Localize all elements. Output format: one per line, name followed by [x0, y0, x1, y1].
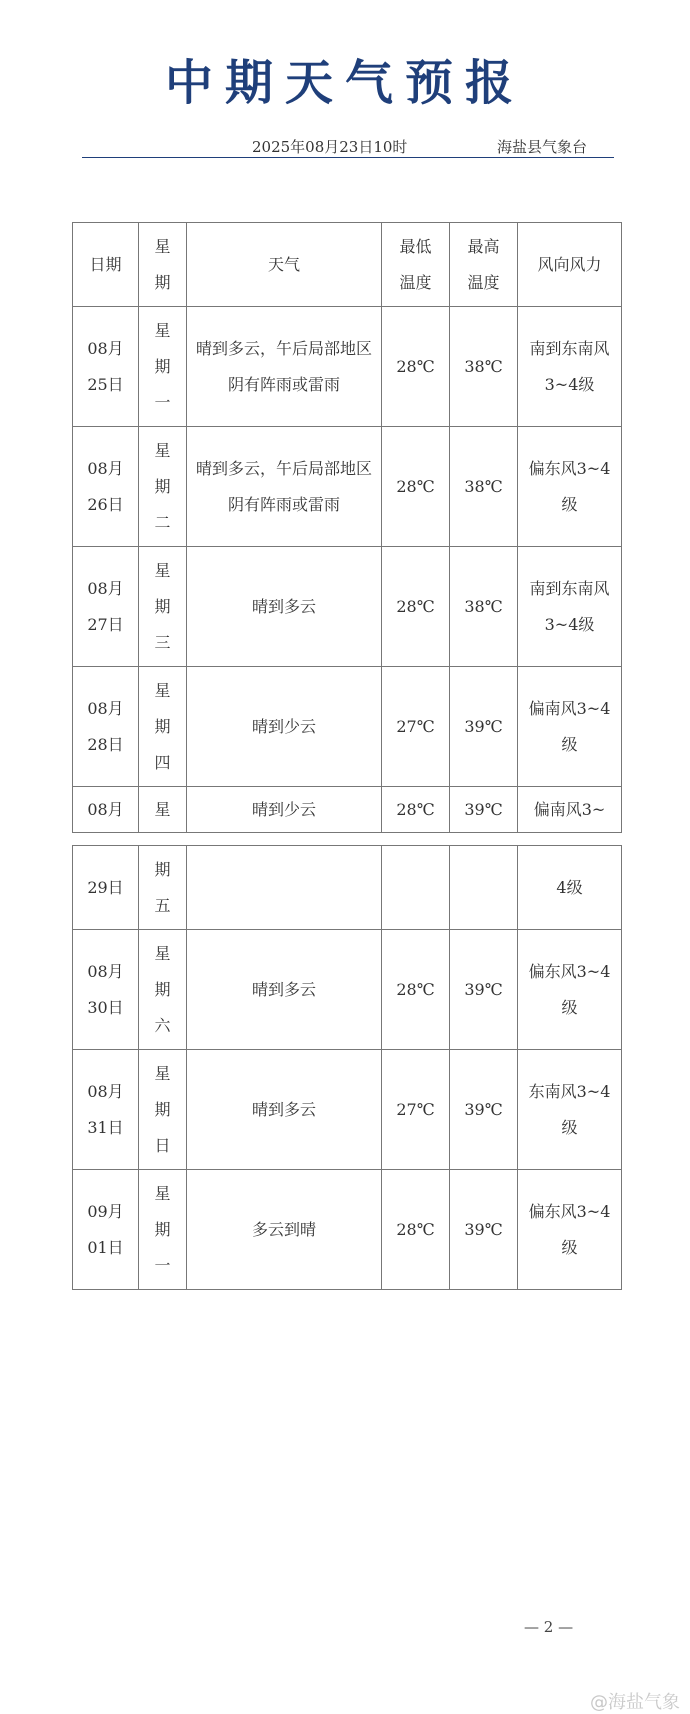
watermark: @海盐气象	[590, 1692, 680, 1713]
header-weekday: 星期	[154, 236, 171, 292]
row-tmin: 27℃	[382, 1050, 450, 1170]
row-weather-empty	[187, 846, 382, 930]
row-wind: 偏南风3~4级	[528, 698, 611, 754]
issuer: 海盐县气象台	[497, 138, 588, 156]
row-date: 09月01日	[87, 1201, 124, 1257]
forecast-table-part1	[72, 222, 622, 833]
table-row-split-top	[73, 787, 622, 833]
page-number: — 2 —	[524, 1618, 574, 1636]
row-tmin-empty	[382, 846, 450, 930]
table-row	[73, 667, 622, 787]
row-weekday: 星期二	[154, 440, 171, 532]
row-weather: 晴到少云	[187, 787, 382, 833]
header-tmin: 最低温度	[399, 236, 432, 292]
table-row	[73, 930, 622, 1050]
row-tmin: 28℃	[382, 787, 450, 833]
row-weekday-bottom: 期五	[154, 859, 171, 915]
row-tmin: 28℃	[382, 547, 450, 667]
forecast-table-part2	[72, 845, 622, 1290]
row-tmin: 27℃	[382, 667, 450, 787]
row-date-bottom: 29日	[73, 846, 139, 930]
row-weekday: 星期一	[154, 1183, 171, 1275]
row-weather: 晴到多云，午后局部地区阴有阵雨或雷雨	[187, 427, 382, 547]
row-tmax: 39℃	[450, 930, 518, 1050]
row-tmin: 28℃	[382, 307, 450, 427]
row-weekday: 星期一	[154, 320, 171, 412]
row-date: 08月27日	[87, 578, 124, 634]
table-row-split-bottom	[73, 846, 622, 930]
row-weekday: 星期三	[154, 560, 171, 652]
row-wind-bottom: 4级	[518, 846, 622, 930]
header-date: 日期	[89, 254, 122, 274]
row-weekday: 星期日	[154, 1063, 171, 1155]
header-rule	[82, 157, 614, 158]
row-date-top: 08月	[73, 787, 139, 833]
row-tmax: 39℃	[450, 1050, 518, 1170]
header-weather: 天气	[187, 223, 382, 307]
row-wind: 南到东南风3~4级	[529, 338, 610, 394]
row-tmax: 38℃	[450, 427, 518, 547]
row-wind-top: 偏南风3~	[518, 787, 622, 833]
row-tmax: 38℃	[450, 307, 518, 427]
table-row	[73, 1050, 622, 1170]
row-tmin: 28℃	[382, 930, 450, 1050]
row-weekday: 星期六	[154, 943, 171, 1035]
row-tmax: 39℃	[450, 1170, 518, 1290]
row-weather: 多云到晴	[187, 1170, 382, 1290]
document-title: 中期天气预报	[164, 55, 525, 111]
row-tmax: 39℃	[450, 787, 518, 833]
table-row	[73, 307, 622, 427]
row-wind: 偏东风3~4级	[528, 458, 611, 514]
row-weekday-top: 星	[139, 787, 187, 833]
row-date: 08月30日	[87, 961, 124, 1017]
row-date: 08月25日	[87, 338, 124, 394]
row-weather: 晴到多云	[187, 930, 382, 1050]
table-row	[73, 1170, 622, 1290]
row-date: 08月26日	[87, 458, 124, 514]
row-tmin: 28℃	[382, 1170, 450, 1290]
row-tmax-empty	[450, 846, 518, 930]
table-row	[73, 427, 622, 547]
header-wind: 风向风力	[518, 223, 622, 307]
row-wind: 偏东风3~4级	[528, 1201, 611, 1257]
header-tmax: 最高温度	[467, 236, 500, 292]
issue-time: 2025年08月23日10时	[252, 138, 408, 156]
row-weather: 晴到多云，午后局部地区阴有阵雨或雷雨	[187, 307, 382, 427]
row-date: 08月31日	[87, 1081, 124, 1137]
row-wind: 南到东南风3~4级	[529, 578, 610, 634]
row-tmax: 39℃	[450, 667, 518, 787]
row-weekday: 星期四	[154, 680, 171, 772]
row-tmin: 28℃	[382, 427, 450, 547]
row-weather: 晴到多云	[187, 547, 382, 667]
table-row	[73, 547, 622, 667]
row-weather: 晴到多云	[187, 1050, 382, 1170]
row-wind: 偏东风3~4级	[528, 961, 611, 1017]
row-weather: 晴到少云	[187, 667, 382, 787]
table-header-row	[73, 223, 622, 307]
row-date: 08月28日	[87, 698, 124, 754]
row-tmax: 38℃	[450, 547, 518, 667]
row-wind: 东南风3~4级	[528, 1081, 611, 1137]
